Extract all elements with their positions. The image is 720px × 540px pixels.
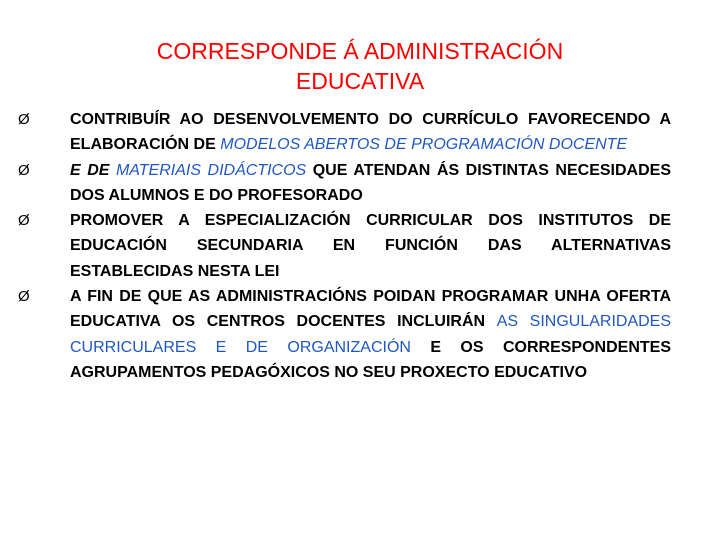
arrow-bullet-icon: Ø (18, 212, 30, 230)
arrow-bullet-icon: Ø (18, 161, 30, 179)
bullet-item-2 (16, 158, 671, 209)
bullet-2-text-lead: E DE (70, 161, 116, 179)
bullet-2-highlight: MATERIAIS DIDÁCTICOS (115, 161, 307, 179)
arrow-bullet-icon: Ø (18, 111, 30, 128)
bullet-item-4 (16, 284, 671, 385)
bullet-item-3 (16, 208, 671, 284)
title-line-2: EDUCATIVA (295, 68, 425, 94)
bullet-3-text: PROMOVER A ESPECIALIZACIÓN CURRICULAR DOS INSTITUTOS DE EDUCACIÓN SECUNDARIA EN FUNCIÓN DAS ALTERNATIVAS ESTABLECIDAS NESTA LEI (70, 212, 671, 280)
slide-title (60, 36, 660, 96)
bullet-list (16, 107, 671, 385)
title-line-1: CORRESPONDE Á ADMINISTRACIÓN (156, 38, 564, 64)
arrow-bullet-icon: Ø (18, 288, 30, 306)
bullet-1-highlight: MODELOS ABERTOS DE PROGRAMACIÓN DOCENTE (220, 136, 628, 154)
bullet-item-1 (16, 107, 671, 158)
bullet-4-highlight: AS SINGULARIDADES CURRICULARES E DE ORGANIZACIÓN (70, 313, 672, 356)
bullet-1-text: CONTRIBUÍR AO DESENVOLVEMENTO DO CURRÍCULO FAVORECENDO A ELABORACIÓN DE (70, 111, 671, 154)
bullet-4-text-tail: E OS CORRESPONDENTES AGRUPAMENTOS PEDAGÓXICOS NO SEU PROXECTO EDUCATIVO (70, 338, 671, 381)
bullet-2-text-tail: QUE ATENDAN ÁS DISTINTAS NECESIDADES DOS ALUMNOS E DO PROFESORADO (70, 161, 671, 204)
bullet-4-text-lead: A FIN DE QUE AS ADMINISTRACIÓNS POIDAN PROGRAMAR UNHA OFERTA EDUCATIVA OS CENTROS DOCENTES INCLUIRÁN (70, 288, 671, 331)
